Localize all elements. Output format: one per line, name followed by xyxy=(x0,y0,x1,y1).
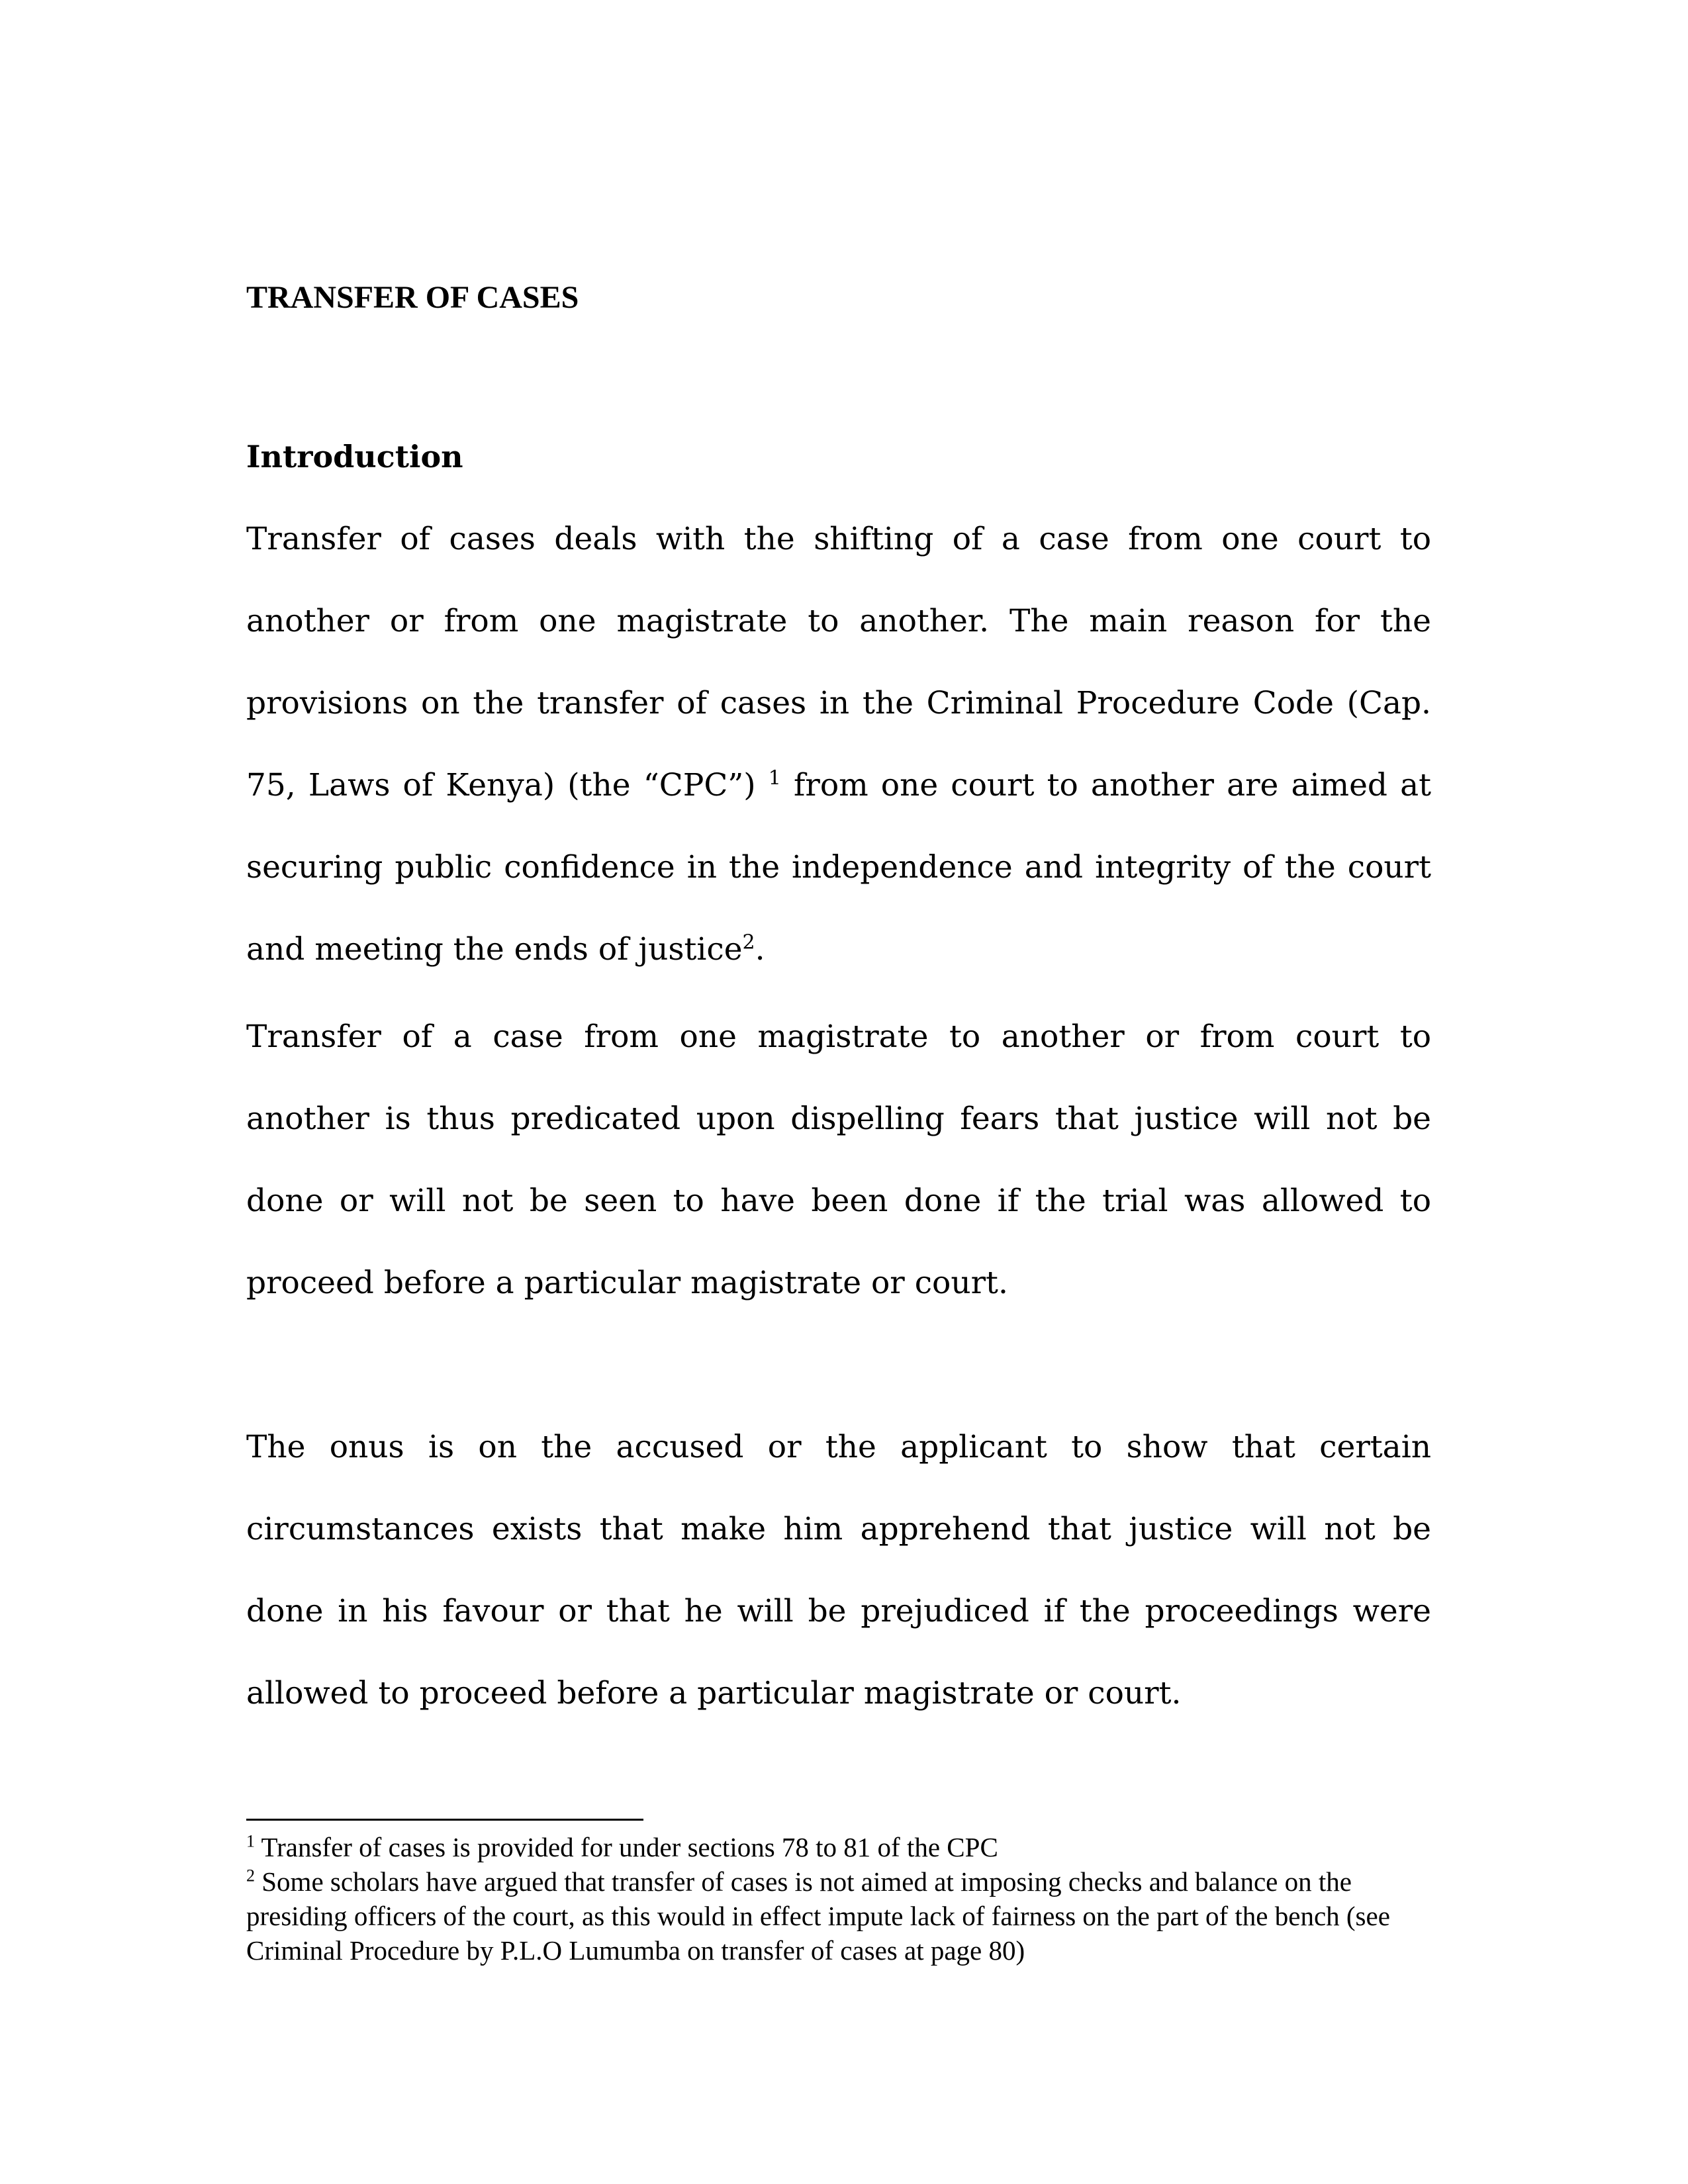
paragraph-introduction xyxy=(246,498,1431,991)
footnote-reference-1[interactable]: 1 xyxy=(768,766,781,790)
paragraph-text: . xyxy=(755,931,765,968)
footnote-number: 2 xyxy=(246,1866,255,1886)
footnote-reference-2[interactable]: 2 xyxy=(742,931,755,954)
paragraph-text: Transfer of cases deals with the shifting of a case from one court to another or from one magistrate to another. The main reason for the provisions on the transfer of cases in the Criminal Procedure Code (Cap. 75, Laws of Kenya) (the “CPC”) xyxy=(246,521,1431,803)
footnote-1 xyxy=(246,1830,1431,1864)
footnote-number: 1 xyxy=(246,1831,255,1851)
footnotes xyxy=(246,1830,1431,1968)
footnote-separator xyxy=(246,1819,643,1821)
paragraph-text: from one court to another are aimed at securing public confidence in the independence and integrity of the court and meeting the ends of justice xyxy=(246,767,1432,968)
footnote-2 xyxy=(246,1864,1431,1968)
document-title: TRANSFER OF CASES xyxy=(246,280,579,315)
paragraph-transfer-predicate: Transfer of a case from one magistrate to another or from court to another is thus predicated upon dispelling fears that justice will not be done or will not be seen to have been done if the trial was allowed to proceed before a particular magistrate or court. xyxy=(246,1019,1431,1301)
footnote-text: Some scholars have argued that transfer of cases is not aimed at imposing checks and balance on the presiding officers of the court, as this would in effect impute lack of fairness on the part of the bench (see Criminal Procedure by P.L.O Lumumba on transfer of cases at page 80) xyxy=(246,1866,1390,1966)
section-heading-introduction: Introduction xyxy=(246,439,463,475)
footnote-text: Transfer of cases is provided for under sections 78 to 81 of the CPC xyxy=(255,1832,998,1862)
paragraph-onus: The onus is on the accused or the applicant to show that certain circumstances exists that make him apprehend that justice will not be done in his favour or that he will be prejudiced if the proceedings were allowed to proceed before a particular magistrate or court. xyxy=(246,1429,1431,1711)
